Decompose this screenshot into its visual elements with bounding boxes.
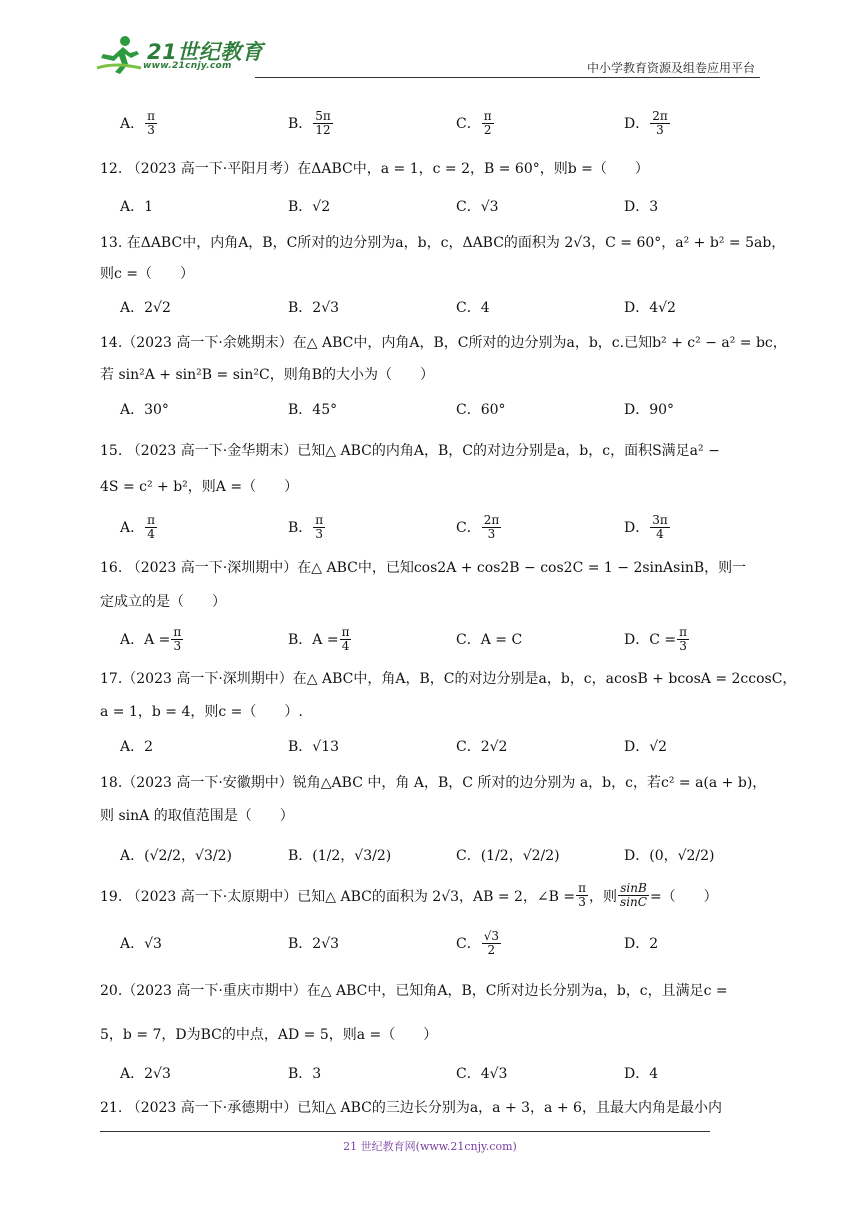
- q20-stem-line2: 5，b = 7，D为BC的中点，AD = 5，则a =（ ）: [100, 1027, 438, 1043]
- q15-option-d: D． $\frac{3\pi}{4}$: [624, 512, 668, 541]
- q13-stem-line1: 13. 在ΔABC中，内角A，B，C所对的边分别为a，b，c，ΔABC的面积为 2√3，C = 60°，a² + b² = 5ab，: [100, 235, 786, 251]
- q19-option-d: D．2: [624, 936, 659, 952]
- q16-option-c: C．A = C: [456, 632, 523, 648]
- q18-stem-line2: 则 sinA 的取值范围是（ ）: [100, 808, 294, 824]
- q18-option-b: B． (1/2，√3/2): [288, 840, 391, 870]
- q17-option-b: B．√13: [288, 739, 340, 755]
- q21-stem-line1: 21. （2023 高一下·承德期中）已知△ ABC的三边长分别为a，a + 3，a + 6，且最大内角是最小内: [100, 1100, 722, 1116]
- q13-option-d: D．4√2: [624, 300, 676, 316]
- q13-stem-line2: 则c =（ ）: [100, 266, 195, 282]
- q18-stem-line1: 18.（2023 高一下·安徽期中）锐角△ABC 中，角 A，B，C 所对的边分别为 a，b，c，若c² = a(a + b)，: [100, 775, 767, 791]
- q15-option-b: B． $\frac{\pi}{3}$: [288, 512, 324, 541]
- q17-options: [120, 731, 760, 761]
- q16-option-a: A．A = $\frac{\pi}{3}$: [120, 624, 182, 653]
- q18-option-a-value: (√2/2，√3/2): [144, 848, 232, 864]
- q18-options: [120, 840, 760, 870]
- q18-option-d: D． (0，√2/2): [624, 840, 715, 870]
- q12-stem: 12. （2023 高一下·平阳月考）在ΔABC中，a = 1，c = 2，B = 60°，则b =（ ）: [100, 161, 649, 177]
- q12-option-d: D．3: [624, 199, 659, 215]
- q17-option-d: D．√2: [624, 739, 668, 755]
- q18-option-d-value: (0，√2/2): [649, 848, 715, 864]
- header-divider: [255, 77, 760, 78]
- q14-option-a: A．30°: [120, 402, 169, 418]
- q12-option-a: A．1: [120, 199, 154, 215]
- q12-option-b: B．√2: [288, 199, 331, 215]
- q13-option-b: B．2√3: [288, 300, 340, 316]
- q12-options: [120, 191, 760, 221]
- q19-option-c: C． $\frac{√3}{2}$: [456, 928, 499, 957]
- q17-option-c: C．2√2: [456, 739, 508, 755]
- q13-options: [120, 292, 760, 322]
- q16-option-b: B．A = $\frac{\pi}{4}$: [288, 624, 350, 653]
- q20-stem-line1: 20.（2023 高一下·重庆市期中）在△ ABC中，已知角A，B，C所对边长分别为a，b，c，且满足c =: [100, 983, 728, 999]
- q11-options: [120, 108, 760, 138]
- q20-option-c: C．4√3: [456, 1066, 508, 1082]
- q20-option-a: A．2√3: [120, 1066, 171, 1082]
- page-footer: 21 世纪教育网(www.21cnjy.com): [343, 1140, 517, 1153]
- q14-option-d: D．90°: [624, 402, 675, 418]
- page-header: [95, 30, 760, 80]
- q18-option-a: A． (√2/2，√3/2): [120, 840, 232, 870]
- q20-options: [120, 1058, 760, 1088]
- q16-stem-line1: 16. （2023 高一下·深圳期中）在△ ABC中，已知cos2A + cos2B − cos2C = 1 − 2sinAsinB，则一: [100, 560, 747, 576]
- q17-stem-line2: a = 1，b = 4，则c =（ ）.: [100, 704, 303, 720]
- q11-option-a: A． $\frac{\pi}{3}$: [120, 108, 156, 137]
- footer-divider: [100, 1131, 710, 1132]
- q13-option-a: A．2√2: [120, 300, 171, 316]
- q16-option-d: D．C = $\frac{\pi}{3}$: [624, 624, 688, 653]
- q20-option-b: B．3: [288, 1066, 322, 1082]
- q14-stem-line2: 若 sin²A + sin²B = sin²C，则角B的大小为（ ）: [100, 367, 434, 383]
- q16-stem-line2: 定成立的是（ ）: [100, 594, 226, 610]
- q15-option-c: C． $\frac{2\pi}{3}$: [456, 512, 500, 541]
- q12-option-c: C．√3: [456, 199, 499, 215]
- q15-option-a: A． $\frac{\pi}{4}$: [120, 512, 156, 541]
- q18-option-c-value: (1/2，√2/2): [480, 848, 560, 864]
- q15-options: [120, 512, 760, 542]
- q17-stem-line1: 17.（2023 高一下·深圳期中）在△ ABC中，角A，B，C的对边分别是a，b，c，acosB + bcosA = 2ccosC，: [100, 671, 797, 687]
- q14-option-b: B．45°: [288, 402, 338, 418]
- q11-option-d: D． $\frac{2\pi}{3}$: [624, 108, 668, 137]
- q19-option-b: B．2√3: [288, 936, 340, 952]
- q19-option-a: A．√3: [120, 936, 162, 952]
- q14-options: [120, 394, 760, 424]
- q17-option-a: A．2: [120, 739, 154, 755]
- q15-stem-line1: 15. （2023 高一下·金华期末）已知△ ABC的内角A，B，C的对边分别是a，b，c，面积S满足a² −: [100, 443, 720, 459]
- q15-stem-line2: 4S = c² + b²，则A =（ ）: [100, 479, 299, 495]
- q19-options: [120, 928, 760, 958]
- q11-option-b: B． $\frac{5\pi}{12}$: [288, 108, 331, 137]
- logo-name: 21世纪教育: [147, 40, 264, 64]
- q16-options: [120, 624, 760, 654]
- q14-stem-line1: 14.（2023 高一下·余姚期末）在△ ABC中，内角A，B，C所对的边分别为a，b，c.已知b² + c² − a² = bc，: [100, 335, 787, 351]
- q20-option-d: D．4: [624, 1066, 659, 1082]
- q13-option-c: C．4: [456, 300, 490, 316]
- q18-option-b-value: (1/2，√3/2): [312, 848, 392, 864]
- header-tagline: 中小学教育资源及组卷应用平台: [586, 61, 755, 75]
- q18-option-c: C． (1/2，√2/2): [456, 840, 560, 870]
- runner-logo-icon: [95, 34, 145, 74]
- logo-url: www.21cnjy.com: [143, 61, 232, 71]
- q19-stem: 19. （2023 高一下·太原期中）已知△ ABC的面积为 2√3，AB = 2，∠B = $\frac{\pi}{3}$ ，则 $\frac{\sin B}{\sin C}$ =（ ）: [100, 881, 718, 909]
- q14-option-c: C．60°: [456, 402, 506, 418]
- logo: [95, 34, 265, 74]
- q11-option-c: C． $\frac{\pi}{2}$: [456, 108, 492, 137]
